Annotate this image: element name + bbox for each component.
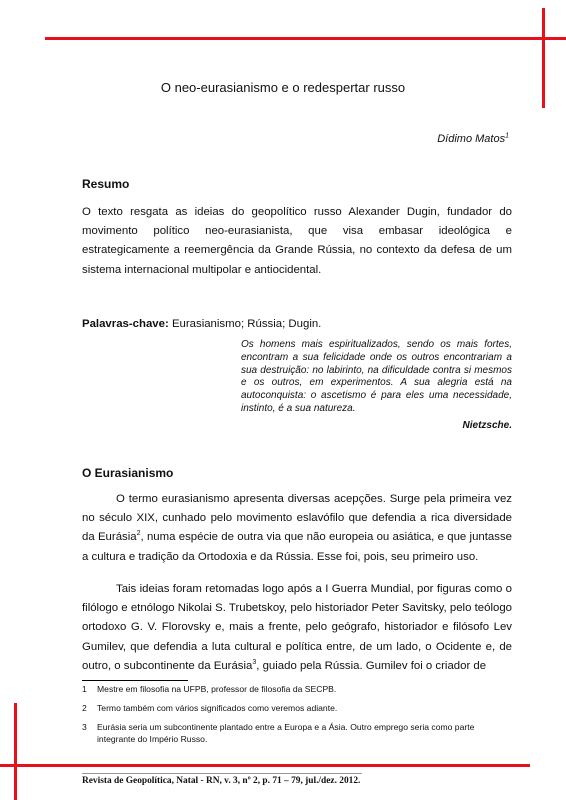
top-red-rule xyxy=(45,37,566,40)
footnote-text: Eurásia seria um subcontinente plantado entre a Europa e a Ásia. Outro emprego seria como parte integrante do Império Russo. xyxy=(97,722,475,744)
author-footnote-ref: 1 xyxy=(505,132,509,140)
abstract-text: O texto resgata as ideias do geopolítico russo Alexander Dugin, fundador do movimento político neo-eurasianista, que visa embasar ideológica e estrategicamente a reemergência da Grande Rússia, no contexto da defesa de um sistema internacional multipolar e antiocidental. xyxy=(82,206,512,276)
keywords-line xyxy=(82,318,321,330)
footnote-ref-2: 2 xyxy=(136,530,141,538)
footnote-1 xyxy=(82,684,512,696)
footnote-number: 2 xyxy=(82,703,87,713)
footnote-number: 3 xyxy=(82,722,87,732)
paragraph-1-text-b: , numa espécie de outra via que não europeia ou asiática, e que juntasse a cultura e tradição da Ortodoxia e da Rússia. Esse foi, pois, seu primeiro uso. xyxy=(82,531,512,563)
footnote-text: Termo também com vários significados como veremos adiante. xyxy=(97,703,338,713)
footnote-3 xyxy=(82,722,512,745)
article-title: O neo-eurasianismo e o redespertar russo xyxy=(160,80,406,95)
epigraph-quote: Os homens mais espiritualizados, sendo os mais fortes, encontram a sua felicidade onde os outros encontrariam a sua destruição: no labirinto, na dificuldade contra si mesmos e os outros, em experimentos. A sua alegria está na autoconquista: o ascetismo é para eles uma necessidade, instinto, é a sua natureza. xyxy=(241,339,512,414)
body-paragraph-1 xyxy=(82,490,512,567)
body-paragraph-2 xyxy=(82,580,512,676)
journal-footer: Revista de Geopolítica, Natal - RN, v. 3, nº 2, p. 71 – 79, jul./dez. 2012. xyxy=(82,776,361,786)
author-line xyxy=(437,133,509,145)
section-heading: O Eurasianismo xyxy=(82,466,174,480)
keywords-value: Eurasianismo; Rússia; Dugin. xyxy=(171,318,322,330)
keywords-label: Palavras-chave: xyxy=(82,318,169,330)
footnote-2 xyxy=(82,703,512,715)
footnote-ref-3: 3 xyxy=(252,659,257,667)
paragraph-2-text-b: , guiado pela Rússia. Gumilev foi o criador de xyxy=(256,659,487,672)
epigraph-author: Nietzsche. xyxy=(462,420,512,431)
paragraph-1-text-a: O termo eurasianismo apresenta diversas acepções. Surge pela primeira vez no século XIX, cunhado pelo movimento eslavófilo que defendia a rica diversidade da Eurásia xyxy=(82,493,512,544)
paragraph-2-text-a: Tais ideias foram retomadas logo após a I Guerra Mundial, por figuras como o filólogo e etnólogo Nikolai S. Trubetskoy, pelo historiador Peter Savitsky, pelo teólogo ortodoxo G. V. Florovsky e, mais a frente, pelo geógrafo, historiador e filósofo Lev Gumilev, que defendia a luta cultural e política entre, de um lado, o Ocidente e, de outro, o subcontinente da Eurásia xyxy=(82,583,512,672)
footnote-text: Mestre em filosofia na UFPB, professor de filosofia da SECPB. xyxy=(97,684,337,694)
left-red-mark xyxy=(14,703,17,800)
footnote-separator xyxy=(82,680,188,681)
footnote-number: 1 xyxy=(82,684,87,694)
bottom-red-rule xyxy=(0,764,530,767)
abstract-heading: Resumo xyxy=(82,177,130,191)
footer-rule xyxy=(82,773,362,774)
author-name: Dídimo Matos xyxy=(437,133,506,145)
